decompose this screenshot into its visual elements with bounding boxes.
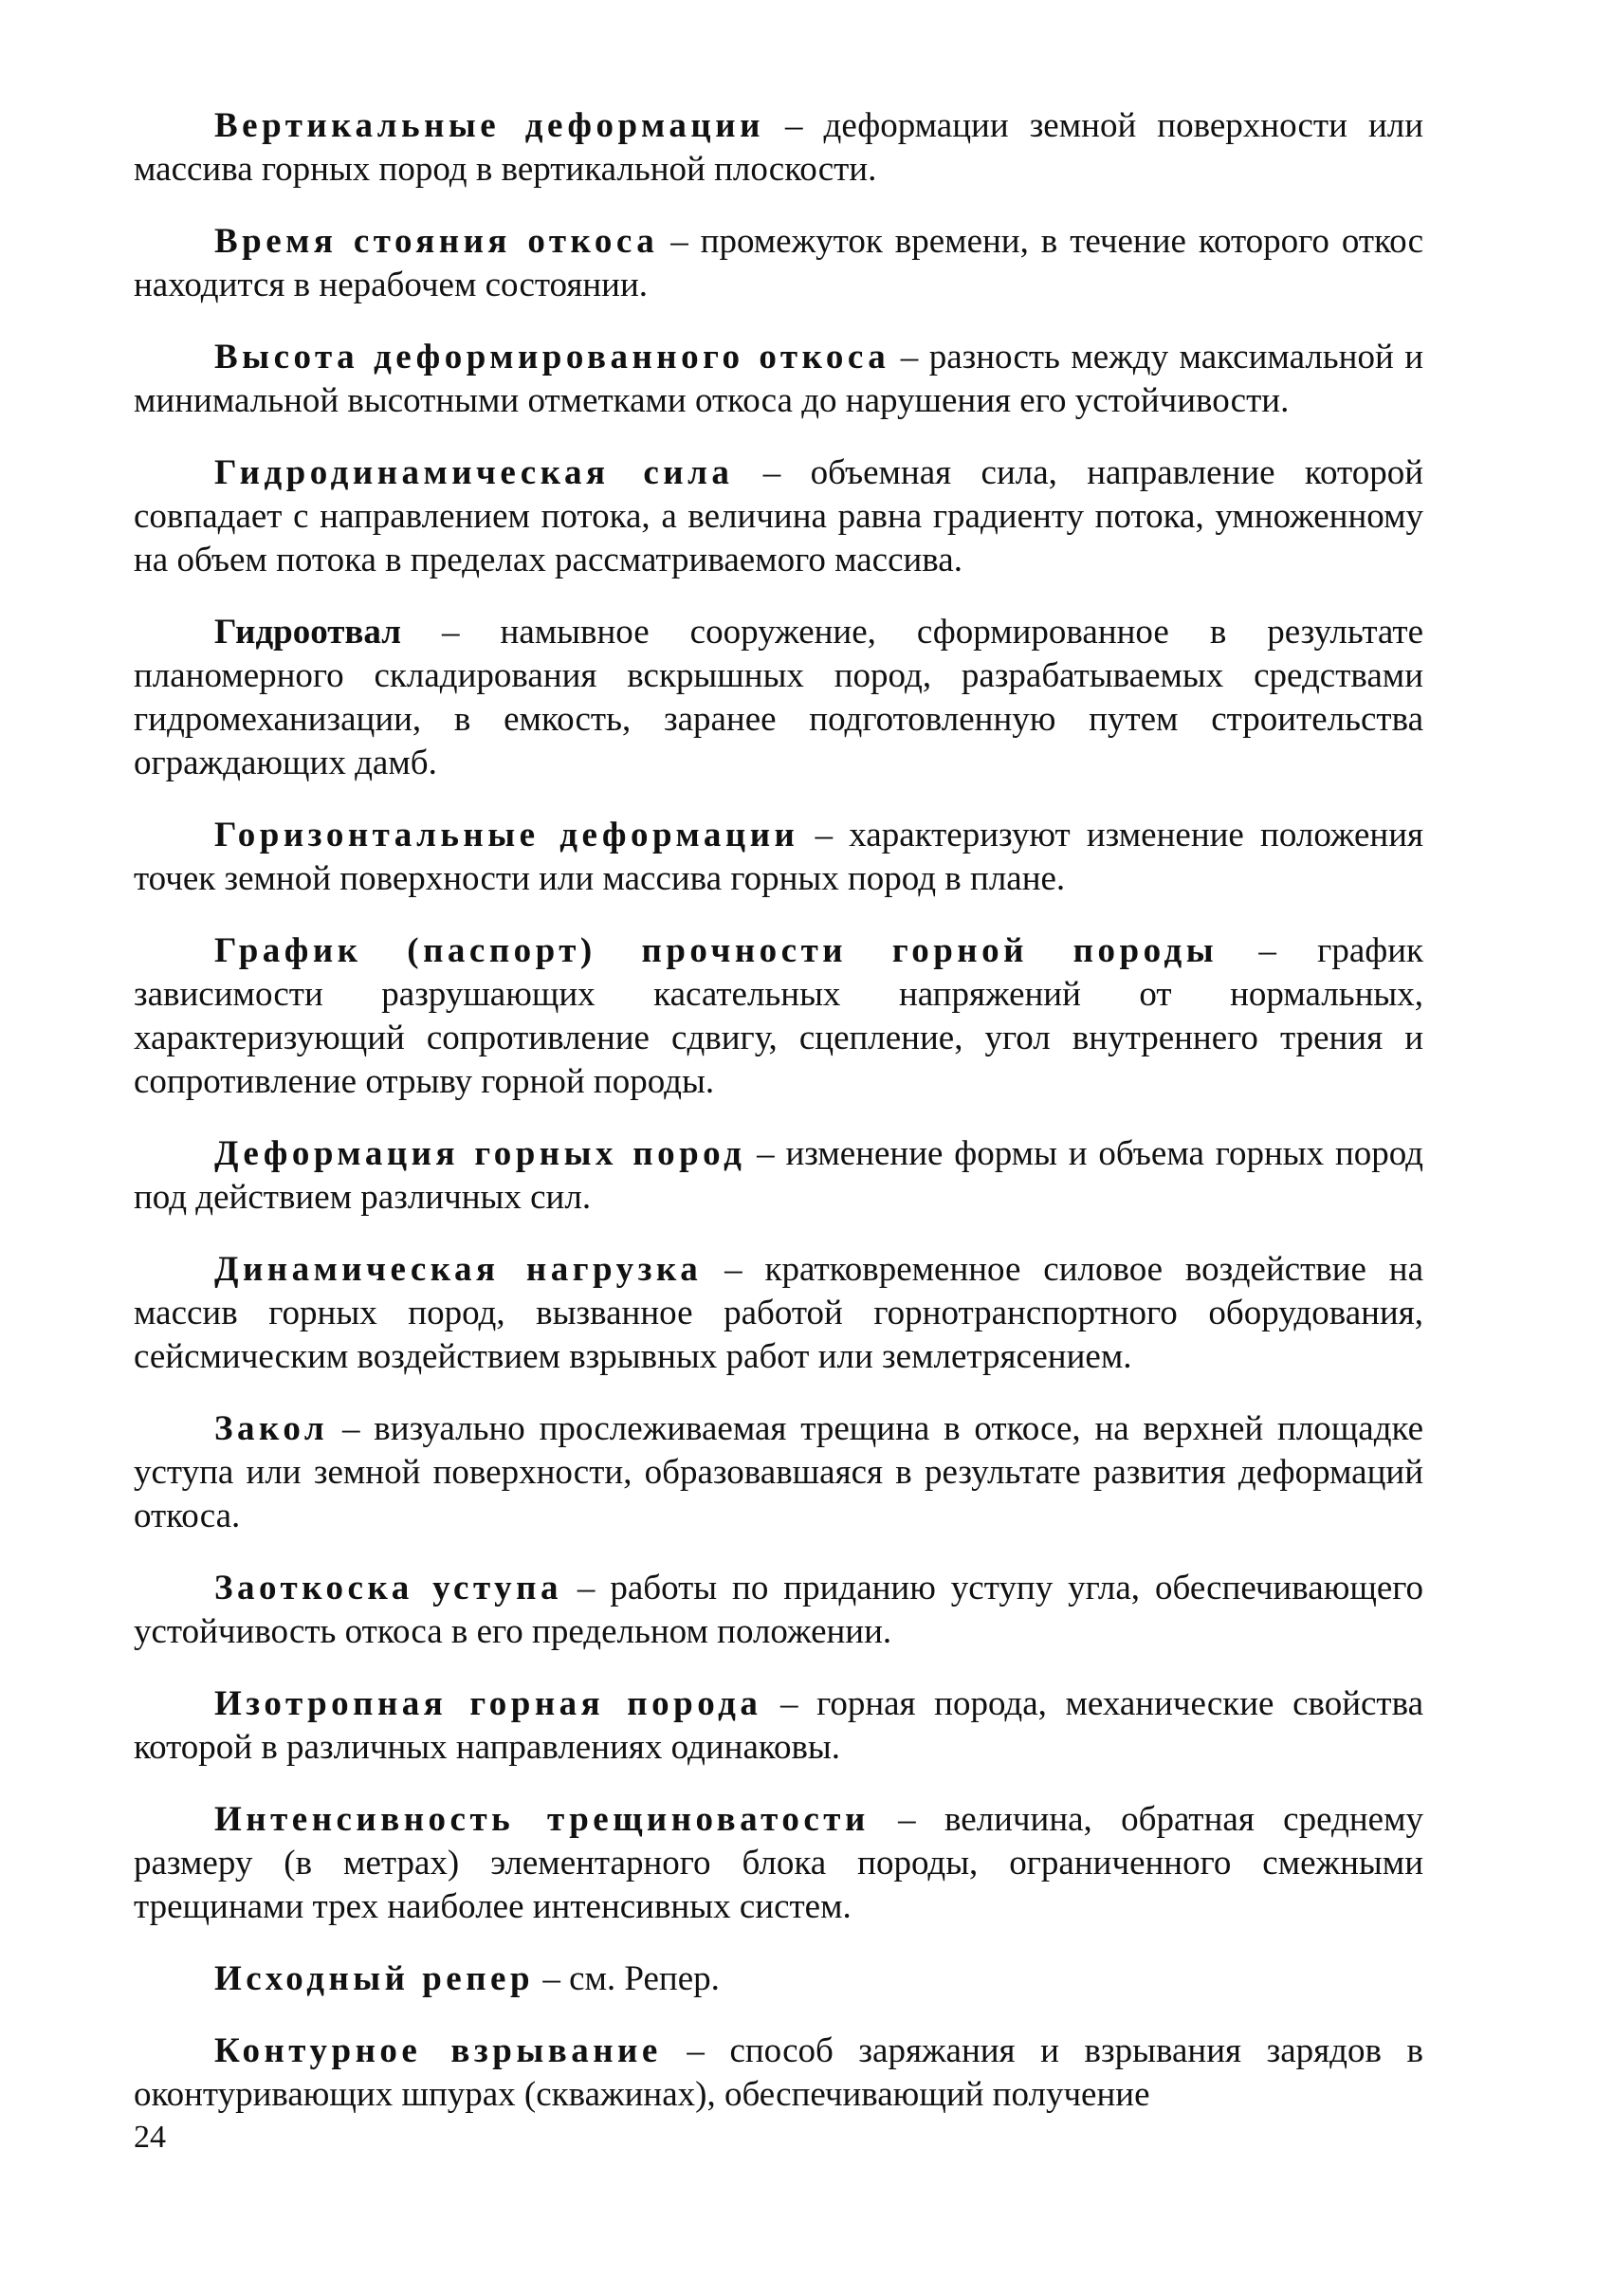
definition-entry [134, 814, 1423, 901]
term: Высота деформированного откоса [214, 338, 890, 377]
term: Динамическая нагрузка [214, 1250, 703, 1289]
definition-text: характеризуют изменение положения точек земной поверхности или массива горных пород в плане. [134, 816, 1424, 898]
term: График (паспорт) прочности горной породы [214, 931, 1219, 970]
definition-entry [134, 1132, 1423, 1220]
dash: – [341, 1409, 360, 1448]
dash: – [900, 338, 919, 377]
definition-entry [134, 1407, 1423, 1538]
definition-entry [134, 336, 1423, 423]
dash: – [442, 613, 460, 652]
definition-text: разность между максимальной и минимальной высотными отметками откоса до нарушения его устойчивости. [134, 338, 1424, 420]
definition-entry [134, 1957, 1423, 2001]
definition-entry [134, 220, 1423, 307]
definition-text: горная порода, механические свойства которой в различных направлениях одинаковы. [134, 1684, 1424, 1767]
dash: – [687, 2031, 705, 2070]
dash: – [1258, 931, 1276, 970]
definition-entry [134, 104, 1423, 192]
definition-entry [134, 1248, 1423, 1379]
definition-text: работы по приданию уступу угла, обеспечивающего устойчивость откоса в его предельном положении. [134, 1569, 1424, 1651]
dash: – [577, 1569, 596, 1607]
term: Вертикальные деформации [214, 106, 764, 145]
term: Деформация горных пород [214, 1134, 746, 1173]
definition-entry [134, 2030, 1423, 2117]
term: Закол [214, 1409, 329, 1448]
term: Время стояния откоса [214, 222, 659, 261]
term: Контурное взрывание [214, 2031, 662, 2070]
definition-text: изменение формы и объема горных пород под действием различных сил. [134, 1134, 1424, 1217]
document-page [134, 104, 1423, 2145]
term: Исходный репер [214, 1959, 535, 1998]
definition-entry [134, 1798, 1423, 1929]
definition-text: способ заряжания и взрывания зарядов в оконтуривающих шпурах (скважинах), обеспечивающий получение [134, 2031, 1424, 2114]
dash: – [784, 106, 803, 145]
page-number: 24 [134, 2120, 166, 2155]
dash: – [898, 1800, 916, 1839]
definition-text: кратковременное силовое воздействие на массив горных пород, вызванное работой горнотранспортного оборудования, сейсмическим воздействием взрывных работ или землетрясением. [134, 1250, 1424, 1376]
definition-text: объемная сила, направление которой совпадает с направлением потока, а величина равна градиенту потока, умноженному на объем потока в пределах рассматриваемого массива. [134, 453, 1424, 579]
dash: – [542, 1959, 560, 1998]
term: Изотропная горная порода [214, 1684, 762, 1723]
term: Горизонтальные деформации [214, 816, 799, 854]
definition-entry [134, 929, 1423, 1104]
definition-text: визуально прослеживаемая трещина в откосе, на верхней площадке уступа или земной поверхности, образовавшаяся в результате развития деформаций откоса. [134, 1409, 1424, 1535]
dash: – [815, 816, 834, 854]
definition-entry [134, 1567, 1423, 1654]
term: Гидродинамическая сила [214, 453, 734, 492]
dash: – [670, 222, 688, 261]
dash: – [757, 1134, 775, 1173]
definition-text: см. Репер. [569, 1959, 720, 1998]
definition-text: намывное сооружение, сформированное в результате планомерного складирования вскрышных пород, разрабатываемых средствами гидромеханизации, в емкость, заранее подготовленную путем строительства ограждающих дамб. [134, 613, 1423, 782]
dash: – [724, 1250, 742, 1289]
dash: – [779, 1684, 798, 1723]
definition-entry [134, 1682, 1423, 1770]
dash: – [762, 453, 781, 492]
term: Интенсивность трещиноватости [214, 1800, 870, 1839]
definition-text: величина, обратная среднему размеру (в метрах) элементарного блока породы, ограниченного смежными трещинами трех наиболее интенсивных систем. [134, 1800, 1423, 1926]
definition-text: деформации земной поверхности или массива горных пород в вертикальной плоскости. [134, 106, 1424, 189]
definition-text: промежуток времени, в течение которого откос находится в нерабочем состоянии. [134, 222, 1424, 304]
definition-entry [134, 611, 1423, 785]
definition-text: график зависимости разрушающих касательных напряжений от нормальных, характеризующий сопротивление сдвигу, сцепление, угол внутреннего трения и сопротивление отрыву горной породы. [134, 931, 1424, 1101]
definition-entry [134, 451, 1423, 582]
term: Заоткоска уступа [214, 1569, 562, 1607]
term: Гидроотвал [214, 613, 401, 652]
